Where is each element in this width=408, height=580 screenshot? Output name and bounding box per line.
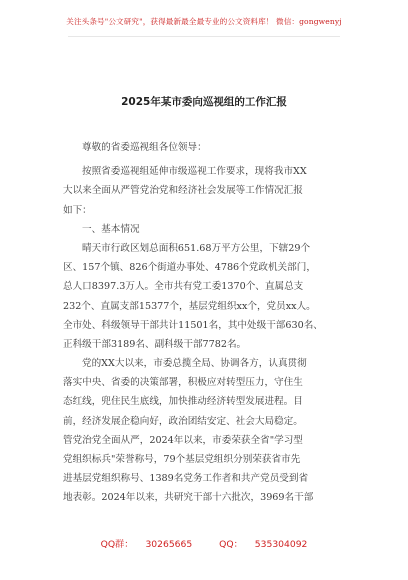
header-promo-text: 关注头条号"公文研究"，获得最新最全最专业的公文资料库！ 微信：gongwenyj (66, 17, 342, 26)
paragraph-line: 态红线，兜住民生底线，加快推动经济转型发展进程。目 (63, 396, 303, 408)
paragraph-line: 前，经济发展企稳向好，政治团结安定、社会大局稳定。 (63, 415, 303, 427)
qq-group-label: QQ群： (100, 539, 134, 550)
qq-label: QQ： (219, 539, 243, 550)
qq-group-number: 30265665 (145, 539, 193, 550)
paragraph-line: 落实中央、省委的决策部署，积极应对转型压力，守住生 (63, 377, 303, 389)
paragraph-line: 如下： (63, 204, 92, 216)
footer-contact (0, 536, 408, 550)
qq-group-info (95, 539, 199, 550)
paragraph-line: 大以来全面从严管党治党和经济社会发展等工作情况汇报 (63, 185, 303, 197)
paragraph-line: 地表彰。2024年以来，共研究干部十六批次，3969名干部 (63, 492, 314, 504)
qq-number: 535304092 (254, 539, 308, 550)
paragraph-line: 按照省委巡视组延伸市级巡视工作要求，现将我市XX (82, 166, 307, 178)
paragraph-line: 党的XX大以来，市委总揽全局、协调各方，认真贯彻 (82, 358, 307, 370)
paragraph-line: 进基层党组织称号、1389名党务工作者和共产党员受到省 (63, 473, 309, 485)
paragraph-line: 区、157个镇、826个街道办事处、4786个党政机关部门， (63, 262, 316, 274)
paragraph-line: 232个、直属支部15377个，基层党组织xx个，党员xx人。 (63, 300, 316, 312)
paragraph-line: 管党治党全面从严，2024年以来，市委荣获全省"学习型 (63, 434, 303, 446)
paragraph-line: 正科级干部3189名、副科级干部7782名。 (63, 338, 247, 350)
header-divider (68, 36, 340, 37)
paragraph-line: 总人口8397.3万人。全市共有党工委1370个、直属总支 (63, 281, 304, 293)
qq-info (213, 539, 313, 550)
paragraph-line: 全市处、科级领导干部共计11501名，其中处级干部630名、 (63, 319, 323, 331)
paragraph-line: 晴天市行政区划总面积651.68万平方公里，下辖29个 (82, 242, 311, 254)
document-body (63, 138, 348, 508)
paragraph-line: 党组织标兵"荣誉称号，79个基层党组织分别荣获省市先 (63, 454, 301, 465)
section-heading: 一、基本情况 (82, 223, 140, 235)
salutation-line: 尊敬的省委巡视组各位领导： (82, 142, 207, 153)
document-title: 2025年某市委向巡视组的工作汇报 (121, 96, 287, 108)
